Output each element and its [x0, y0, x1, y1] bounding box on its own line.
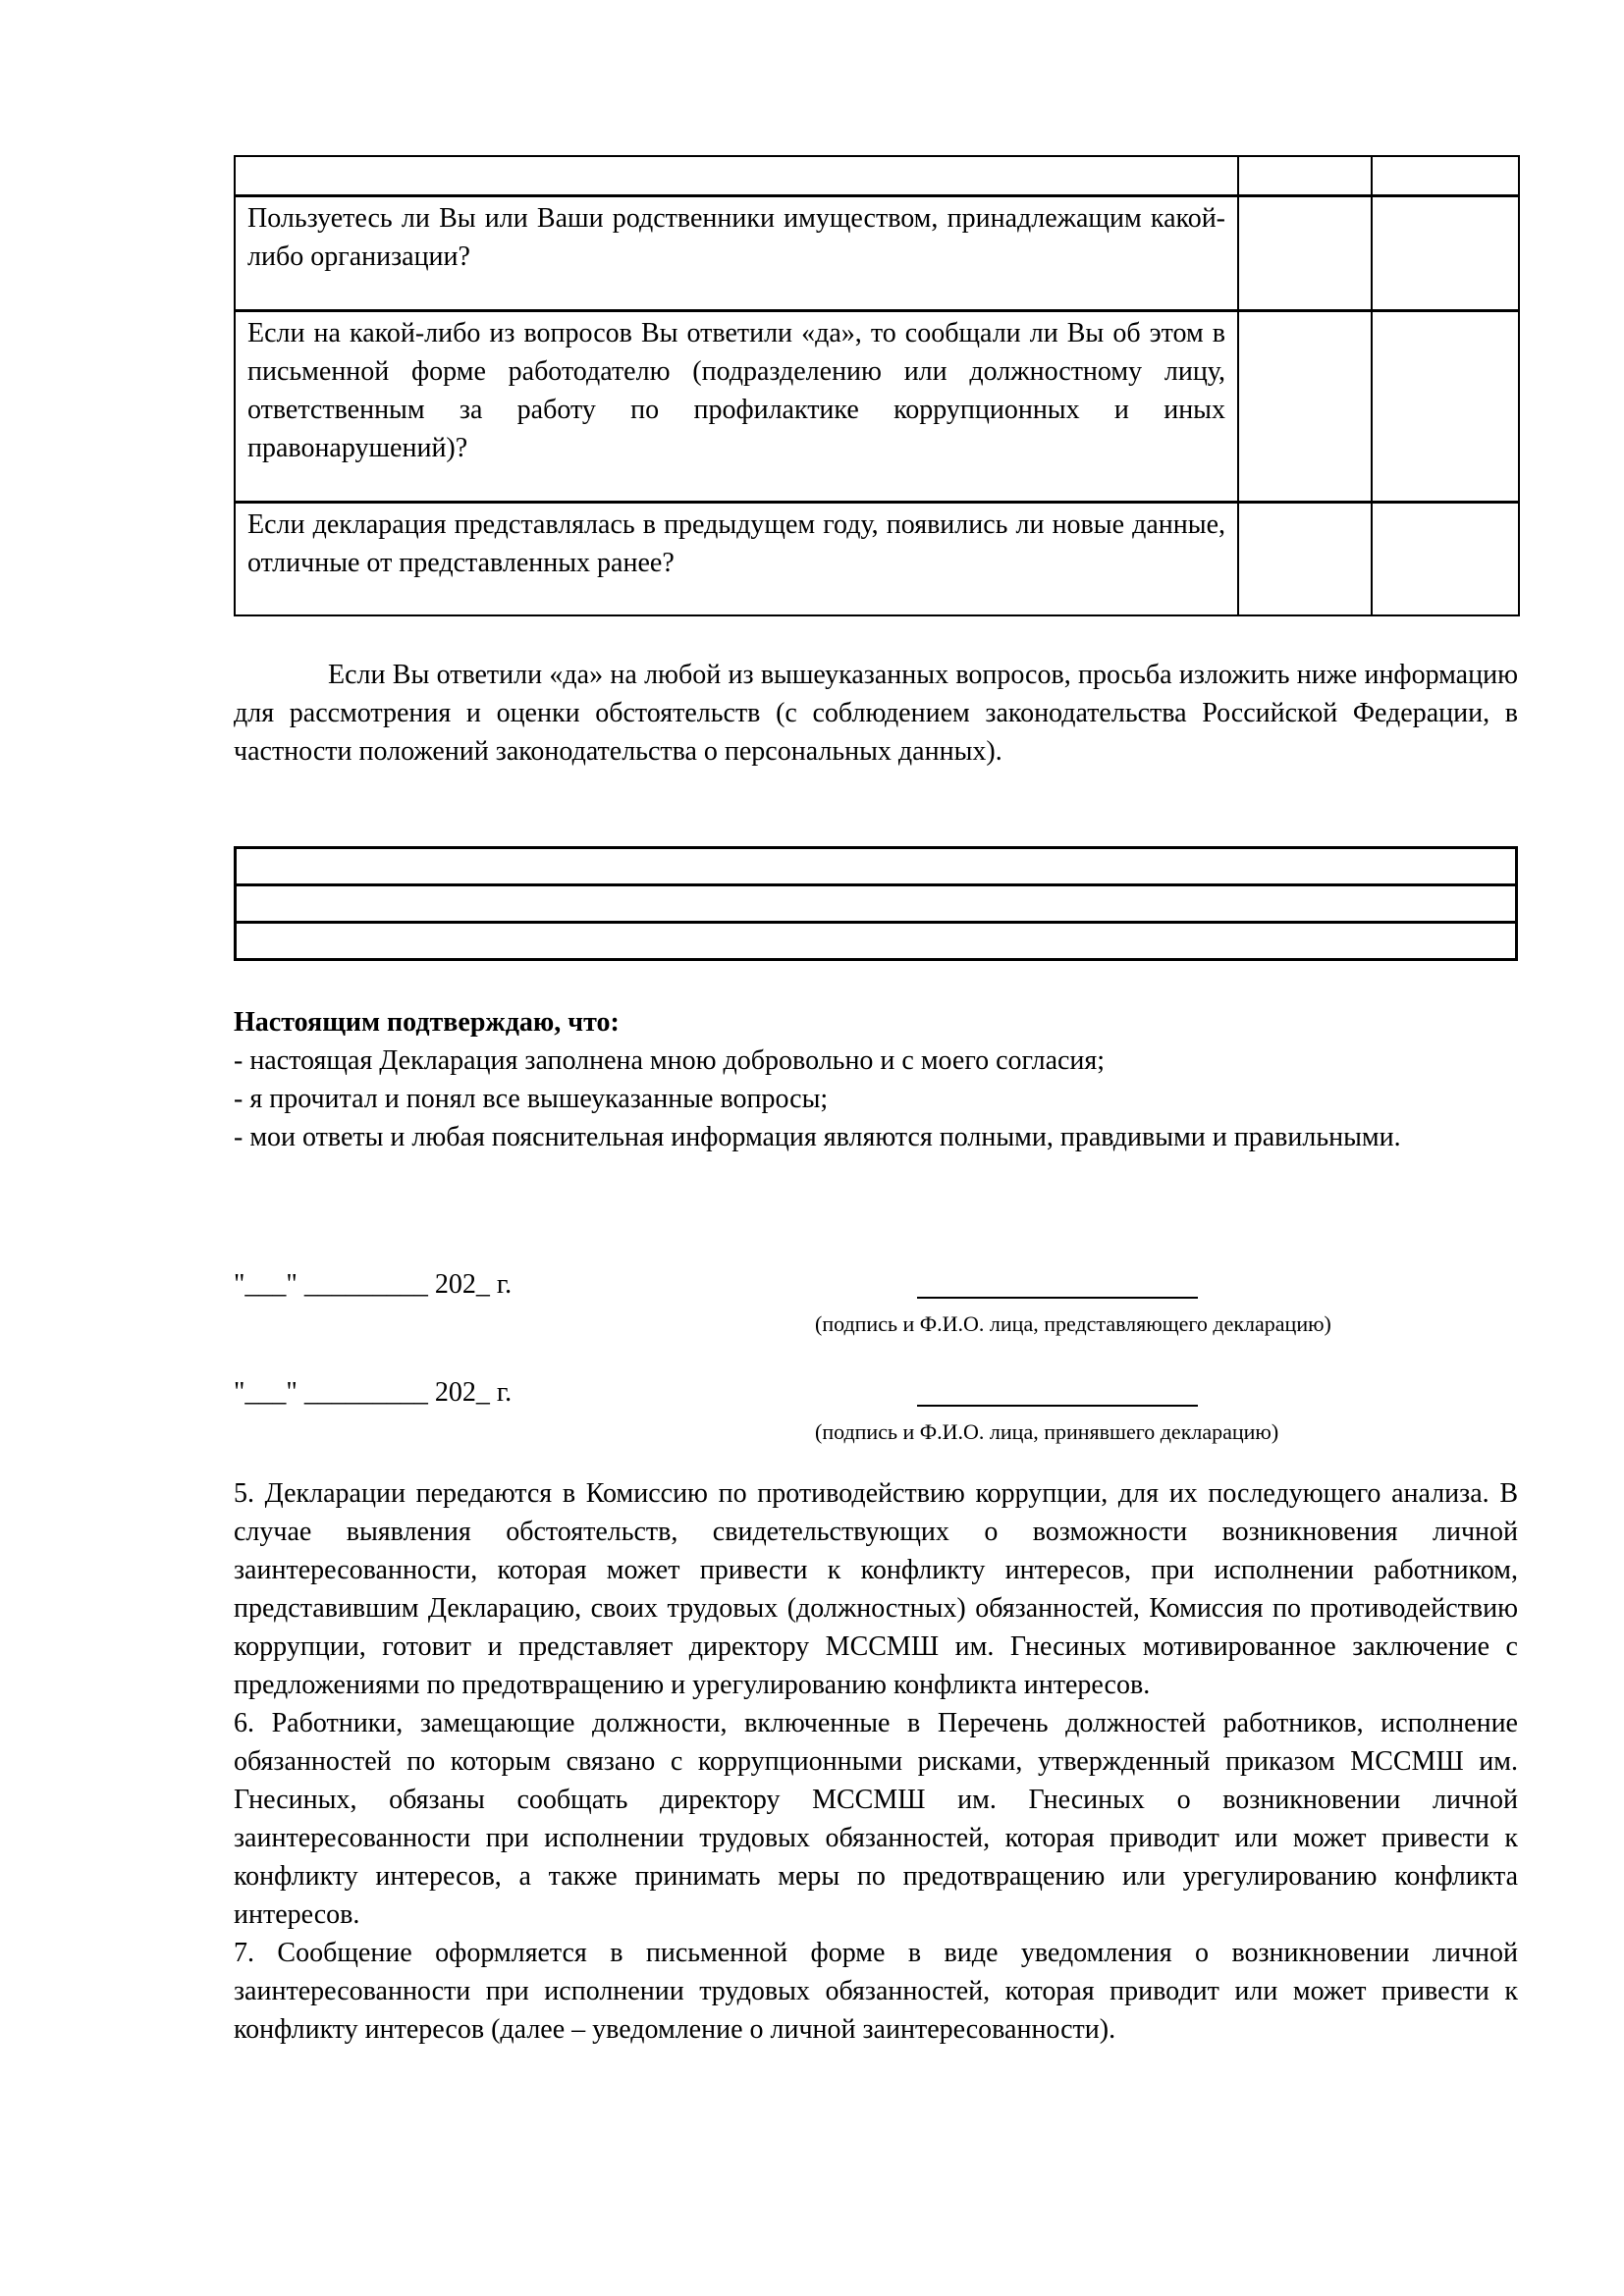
date-field[interactable]: "___" _________ 202_ г. — [234, 1269, 513, 1300]
table-row — [235, 196, 1519, 311]
answer-yes-cell[interactable] — [1238, 196, 1372, 311]
numbered-paragraphs — [234, 1474, 1518, 2049]
signature-row-receiver — [234, 1373, 1518, 1452]
signature-line[interactable] — [917, 1405, 1198, 1407]
table-row — [235, 311, 1519, 503]
signature-caption: (подпись и Ф.И.О. лица, принявшего декларацию) — [815, 1419, 1279, 1444]
answer-no-cell[interactable] — [1372, 503, 1519, 616]
date-field[interactable]: "___" _________ 202_ г. — [234, 1377, 513, 1408]
table-row — [236, 923, 1517, 960]
table-row — [235, 156, 1519, 196]
signature-line[interactable] — [917, 1297, 1198, 1299]
explanation-line[interactable] — [236, 923, 1517, 960]
explanation-line[interactable] — [236, 848, 1517, 885]
question-cell — [235, 503, 1238, 616]
table-row — [236, 885, 1517, 923]
paragraph-6: 6. Работники, замещающие должности, включенные в Перечень должностей работников, исполнение обязанностей по которым связано с коррупционными рисками, утвержденный приказом МССМШ им. Гнесиных, обязаны сообщать директору МССМШ им. Гнесиных о возникновении личной заинтересованности при исполнении трудовых обязанностей, которая приводит или может привести к конфликту интересов, а также принимать меры по предотвращению или урегулированию конфликта интересов. — [234, 1708, 1518, 1930]
table-row — [236, 848, 1517, 885]
question-text: Если декларация представлялась в предыдущем году, появились ли новые данные, отличные от представленных ранее? — [247, 509, 1225, 578]
answer-no-cell[interactable] — [1372, 311, 1519, 503]
confirmation-heading: Настоящим подтверждаю, что: — [234, 1007, 620, 1038]
question-text: Пользуетесь ли Вы или Ваши родственники имуществом, принадлежащим какой-либо организации? — [247, 203, 1225, 272]
confirmation-item: - настоящая Декларация заполнена мною добровольно и с моего согласия; — [234, 1045, 1106, 1076]
answer-yes-cell[interactable] — [1238, 311, 1372, 503]
confirmation-item: - я прочитал и понял все вышеуказанные вопросы; — [234, 1084, 829, 1114]
explanation-line[interactable] — [236, 885, 1517, 923]
answer-yes-cell[interactable] — [1238, 156, 1372, 196]
question-cell — [235, 156, 1238, 196]
intro-paragraph: Если Вы ответили «да» на любой из вышеуказанных вопросов, просьба изложить ниже информацию для рассмотрения и оценки обстоятельств (с соблюдением законодательства Российской Федерации, в частности положений законодательства о персональных данных). — [234, 660, 1518, 767]
table-row — [235, 503, 1519, 616]
confirmation-section — [234, 1003, 1518, 1156]
answer-no-cell[interactable] — [1372, 156, 1519, 196]
question-text: Если на какой-либо из вопросов Вы ответили «да», то сообщали ли Вы об этом в письменной форме работодателю (подразделению или должностному лицу, ответственным за работу по профилактике коррупционных и иных правонарушений)? — [247, 318, 1225, 463]
question-cell — [235, 196, 1238, 311]
signature-caption: (подпись и Ф.И.О. лица, представляющего декларацию) — [815, 1311, 1331, 1336]
explanation-lines-table — [234, 846, 1518, 961]
signature-row-declarant — [234, 1265, 1518, 1344]
answer-no-cell[interactable] — [1372, 196, 1519, 311]
confirmation-item: - мои ответы и любая пояснительная информация являются полными, правдивыми и правильными. — [234, 1122, 1401, 1152]
answer-yes-cell[interactable] — [1238, 503, 1372, 616]
paragraph-5: 5. Декларации передаются в Комиссию по противодействию коррупции, для их последующего анализа. В случае выявления обстоятельств, свидетельствующих о возможности возникновения личной заинтересованности, которая может привести к конфликту интересов, при исполнении работником, представившим Декларацию, своих трудовых (должностных) обязанностей, Комиссия по противодействию коррупции, готовит и представляет директору МССМШ им. Гнесиных мотивированное заключение с предложениями по предотвращению и урегулированию конфликта интересов. — [234, 1478, 1518, 1700]
declaration-questions-table — [234, 155, 1520, 616]
question-cell — [235, 311, 1238, 503]
paragraph-7: 7. Сообщение оформляется в письменной форме в виде уведомления о возникновении личной заинтересованности при исполнении трудовых обязанностей, которая приводит или может привести к конфликту интересов (далее – уведомление о личной заинтересованности). — [234, 1938, 1518, 2045]
